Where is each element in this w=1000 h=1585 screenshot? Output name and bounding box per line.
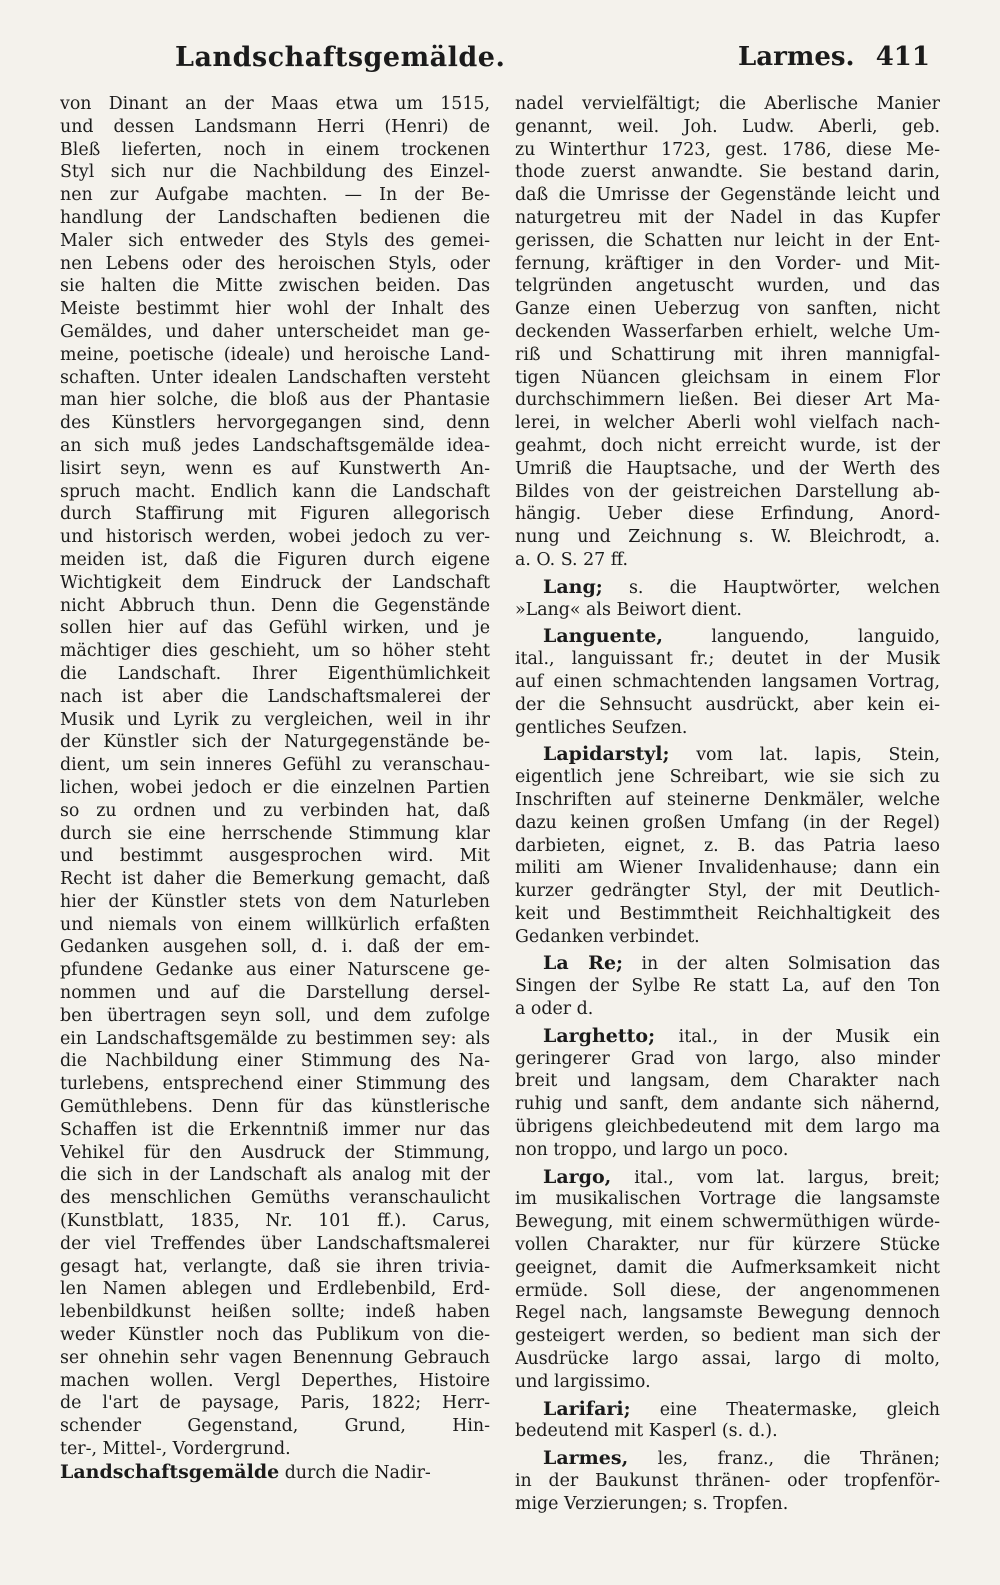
- text-line: a. O. S. 27 ff.: [515, 549, 628, 570]
- text-line: zu Winterthur 1723, gest. 1786, diese Me-: [515, 139, 940, 160]
- text-line: spruch macht. Endlich kann die Landschaft: [60, 481, 490, 502]
- running-head-left: Landschaftsgemälde.: [175, 42, 506, 73]
- text-line: hängig. Ueber diese Erfindung, Anord-: [515, 504, 940, 525]
- text-line: Musik und Lyrik zu vergleichen, weil in ihr: [60, 709, 490, 730]
- text-line: lebenbildkunst heißen sollte; indeß haben: [60, 1302, 490, 1323]
- text-line: non troppo, und largo un poco.: [515, 1139, 789, 1160]
- text-line: ein Landschaftsgemälde zu bestimmen sey: als: [60, 1028, 490, 1049]
- text-line: de l'art de paysage, Paris, 1822; Herr-: [60, 1393, 490, 1414]
- text-line: len Namen ablegen und Erdlebenbild, Erd-: [60, 1279, 490, 1300]
- text-line: Gemüthlebens. Denn für das künstlerische: [60, 1097, 490, 1118]
- text-line: bedeutend mit Kasperl (s. d.).: [515, 1421, 778, 1442]
- entry-headword: Lapidarstyl;: [543, 743, 670, 766]
- text-line: nen zur Aufgabe machten. — In der Be-: [60, 185, 490, 206]
- entry-headword: Larmes,: [543, 1447, 629, 1470]
- text-line: vollen Charakter, nur für kürzere Stücke: [515, 1235, 940, 1256]
- text-line: meine, poetische (ideale) und heroische Land-: [60, 344, 490, 365]
- text-line: und dessen Landsmann Herri (Henri) de: [60, 116, 490, 137]
- text-line: turlebens, entsprechend einer Stimmung des: [60, 1074, 490, 1095]
- text-line: dient, um sein inneres Gefühl zu veranschau-: [60, 755, 490, 776]
- text-line: schender Gegenstand, Grund, Hin-: [60, 1416, 490, 1437]
- text-line: lisirt seyn, wenn es auf Kunstwerth An-: [60, 458, 490, 479]
- text-line: die Nachbildung einer Stimmung des Na-: [60, 1051, 490, 1072]
- text-line: Ausdrücke largo assai, largo di molto,: [515, 1349, 940, 1370]
- text-line: im musikalischen Vortrage die langsamste: [515, 1189, 940, 1210]
- text-line: tigen Nüancen gleichsam in einem Flor: [515, 367, 940, 388]
- text-line: geringerer Grad von largo, also minder: [515, 1048, 940, 1069]
- text-line: gesagt hat, verlangte, daß sie ihren trivia-: [60, 1256, 490, 1277]
- entry-text: ital., vom lat. largus, breit;: [611, 1167, 940, 1188]
- text-line: lichen, wobei jedoch er die einzelnen Partien: [60, 777, 490, 798]
- text-line: in der Baukunst thränen- oder tropfenför-: [515, 1471, 940, 1492]
- text-line: Styl sich nur die Nachbildung des Einzel-: [60, 162, 490, 183]
- entry-first-line: [515, 1166, 940, 1189]
- text-line: kurzer gedrängter Styl, der mit Deutlich-: [515, 881, 940, 902]
- text-line: ser ohnehin sehr vagen Benennung Gebrauch: [60, 1347, 490, 1368]
- text-line: sie halten die Mitte zwischen beiden. Das: [60, 276, 490, 297]
- text-line: gerissen, die Schatten nur leicht in der Ent-: [515, 230, 940, 251]
- text-line: gentliches Seufzen.: [515, 717, 688, 738]
- text-line: Recht ist daher die Bemerkung gemacht, daß: [60, 869, 490, 890]
- text-line: ermüde. Soll diese, der angenommenen: [515, 1280, 940, 1301]
- text-line: meiden ist, daß die Figuren durch eigene: [60, 549, 490, 570]
- text-line: eigentlich jene Schreibart, wie sie sich zu: [515, 767, 940, 788]
- text-line: Maler sich entweder des Styls des gemei-: [60, 230, 490, 251]
- entry-first-line: [515, 625, 940, 648]
- text-line: so zu ordnen und zu verbinden hat, daß: [60, 800, 490, 821]
- entry-text: les, franz., die Thränen;: [628, 1449, 940, 1470]
- text-line: Bleß lieferten, noch in einem trockenen: [60, 139, 490, 160]
- text-line: Bildes von der geistreichen Darstellung ab-: [515, 481, 940, 502]
- entry-first-line: [515, 952, 940, 975]
- entry-headword: Lang;: [543, 575, 603, 598]
- text-line: nadel vervielfältigt; die Aberlische Manier: [515, 94, 940, 114]
- entry-first-line: [60, 1461, 490, 1484]
- text-line: darbieten, eignet, z. B. das Patria laeso: [515, 835, 940, 856]
- text-line: nung und Zeichnung s. W. Bleichrodt, a.: [515, 527, 940, 548]
- text-line: nommen und auf die Darstellung dersel-: [60, 983, 490, 1004]
- entry-first-line: [515, 1447, 940, 1470]
- text-line: machen wollen. Vergl Deperthes, Histoire: [60, 1370, 490, 1391]
- running-head: [60, 42, 960, 82]
- entry-first-line: [515, 576, 940, 599]
- text-line: Regel nach, langsamste Bewegung dennoch: [515, 1303, 940, 1324]
- text-line: die Landschaft. Ihrer Eigenthümlichkeit: [60, 663, 490, 684]
- entry-headword: Larifari;: [543, 1397, 631, 1420]
- entry-text: vom lat. lapis, Stein,: [669, 745, 940, 766]
- text-line: Wichtigkeit dem Eindruck der Landschaft: [60, 572, 490, 593]
- text-line: ruhig und sanft, dem andante sich nähernd,: [515, 1094, 940, 1115]
- text-line: hier der Künstler stets von dem Naturleben: [60, 891, 490, 912]
- text-line: Bewegung, mit einem schwermüthigen würde-: [515, 1212, 940, 1233]
- text-line: telgründen angetuscht wurden, und das: [515, 276, 940, 297]
- text-line: fernung, kräftiger in den Vorder- und Mit-: [515, 253, 940, 274]
- text-line: Vehikel für den Ausdruck der Stimmung,: [60, 1142, 490, 1163]
- text-line: von Dinant an der Maas etwa um 1515,: [60, 94, 490, 114]
- left-column: [60, 93, 490, 1484]
- running-head-center: Larmes.: [738, 42, 855, 72]
- text-line: thode zuerst anwandte. Sie bestand darin,: [515, 162, 940, 183]
- entry-first-line: [515, 1398, 940, 1421]
- text-line: breit und langsam, dem Charakter nach: [515, 1071, 940, 1092]
- text-line: keit und Bestimmtheit Reichhaltigkeit des: [515, 903, 940, 924]
- text-line: man hier solche, die bloß aus der Phantasie: [60, 390, 490, 411]
- text-line: übrigens gleichbedeutend mit dem largo ma: [515, 1117, 940, 1138]
- text-line: durch Staffirung mit Figuren allegorisch: [60, 504, 490, 525]
- text-line: a oder d.: [515, 999, 594, 1020]
- entry-first-line: [515, 743, 940, 766]
- entry-text: ital., in der Musik ein: [655, 1026, 940, 1047]
- entry-text: s. die Hauptwörter, welchen: [602, 577, 940, 598]
- text-line: und largissimo.: [515, 1371, 651, 1392]
- text-line: Gedanken verbindet.: [515, 926, 700, 947]
- text-line: dazu keinen großen Umfang (in der Regel): [515, 812, 940, 833]
- text-line: militi am Wiener Invalidenhause; dann ein: [515, 858, 940, 879]
- entry-headword: Languente,: [543, 625, 663, 648]
- text-line: nach ist aber die Landschaftsmalerei der: [60, 686, 490, 707]
- right-column: [515, 93, 940, 1516]
- entry-headword: Largo,: [543, 1165, 612, 1188]
- text-line: mige Verzierungen; s. Tropfen.: [515, 1493, 789, 1514]
- text-line: ital., languissant fr.; deutet in der Musik: [515, 649, 940, 670]
- text-line: Gedanken ausgehen soll, d. i. daß der em-: [60, 937, 490, 958]
- text-line: nicht Abbruch thun. Denn die Gegenstände: [60, 595, 490, 616]
- text-line: Umriß die Hauptsache, und der Werth des: [515, 458, 940, 479]
- text-line: des Künstlers hervorgegangen sind, denn: [60, 413, 490, 434]
- text-line: handlung der Landschaften bedienen die: [60, 207, 490, 228]
- text-line: geahmt, doch nicht erreicht wurde, ist der: [515, 435, 940, 456]
- text-line: und niemals von einem willkürlich erfaßten: [60, 914, 490, 935]
- page-number: 411: [875, 42, 930, 72]
- text-line: genannt, weil. Joh. Ludw. Aberli, geb.: [515, 116, 940, 137]
- entry-headword: Larghetto;: [543, 1024, 656, 1047]
- text-line: des menschlichen Gemüths veranschaulicht: [60, 1188, 490, 1209]
- text-line: ben übertragen seyn soll, und dem zufolge: [60, 1005, 490, 1026]
- text-line: riß und Schattirung mit ihren mannigfal-: [515, 344, 940, 365]
- entry-first-line: [515, 1025, 940, 1048]
- text-line: die sich in der Landschaft als analog mit der: [60, 1165, 490, 1186]
- text-line: gesteigert werden, so bedient man sich der: [515, 1326, 940, 1347]
- entry-headword: La Re;: [543, 952, 624, 975]
- text-line: Meiste bestimmt hier wohl der Inhalt des: [60, 299, 490, 320]
- text-line: geeignet, damit die Aufmerksamkeit nicht: [515, 1257, 940, 1278]
- text-line: Schaffen ist die Erkenntniß immer nur das: [60, 1119, 490, 1140]
- text-line: mächtiger dies geschieht, um so höher steht: [60, 641, 490, 662]
- text-line: sollen hier auf das Gefühl wirken, und je: [60, 618, 490, 639]
- text-line: auf einen schmachtenden langsamen Vortrag,: [515, 671, 940, 692]
- text-line: der Künstler sich der Naturgegenstände be-: [60, 732, 490, 753]
- text-line: naturgetreu mit der Nadel in das Kupfer: [515, 207, 940, 228]
- text-line: pfundene Gedanke aus einer Naturscene ge-: [60, 960, 490, 981]
- entry-headword: Landschaftsgemälde: [60, 1460, 280, 1483]
- text-line: Gemäldes, und daher unterscheidet man ge-: [60, 321, 490, 342]
- text-line: ter-, Mittel-, Vordergrund.: [60, 1439, 291, 1460]
- text-line: nen Lebens oder des heroischen Styls, oder: [60, 253, 490, 274]
- text-line: weder Künstler noch das Publikum von die-: [60, 1325, 490, 1346]
- text-line: und bestimmt ausgesprochen wird. Mit: [60, 846, 490, 867]
- text-line: daß die Umrisse der Gegenstände leicht und: [515, 185, 940, 206]
- text-line: und historisch werden, wobei jedoch zu ver-: [60, 527, 490, 548]
- entry-text: in der alten Solmisation das: [623, 954, 940, 975]
- text-line: (Kunstblatt, 1835, Nr. 101 ff.). Carus,: [60, 1211, 490, 1232]
- entry-text: eine Theatermaske, gleich: [630, 1399, 940, 1420]
- text-line: durch sie eine herrschende Stimmung klar: [60, 823, 490, 844]
- text-line: lerei, in welcher Aberli wohl vielfach nach-: [515, 413, 940, 434]
- text-line: »Lang« als Beiwort dient.: [515, 599, 742, 620]
- text-line: deckenden Wasserfarben erhielt, welche Um-: [515, 321, 940, 342]
- text-line: Singen der Sylbe Re statt La, auf den Ton: [515, 976, 940, 997]
- entry-text: durch die Nadir-: [279, 1462, 431, 1483]
- text-line: an sich muß jedes Landschaftsgemälde idea-: [60, 435, 490, 456]
- text-line: der viel Treffendes über Landschaftsmalerei: [60, 1233, 490, 1254]
- entry-text: languendo, languido,: [662, 627, 940, 648]
- text-line: durchschimmern ließen. Bei dieser Art Ma-: [515, 390, 940, 411]
- text-line: der die Sehnsucht ausdrückt, aber kein ei-: [515, 694, 940, 715]
- text-line: Ganze einen Ueberzug von sanften, nicht: [515, 299, 940, 320]
- text-line: schaften. Unter idealen Landschaften versteht: [60, 367, 490, 388]
- text-line: Inschriften auf steinerne Denkmäler, welche: [515, 789, 940, 810]
